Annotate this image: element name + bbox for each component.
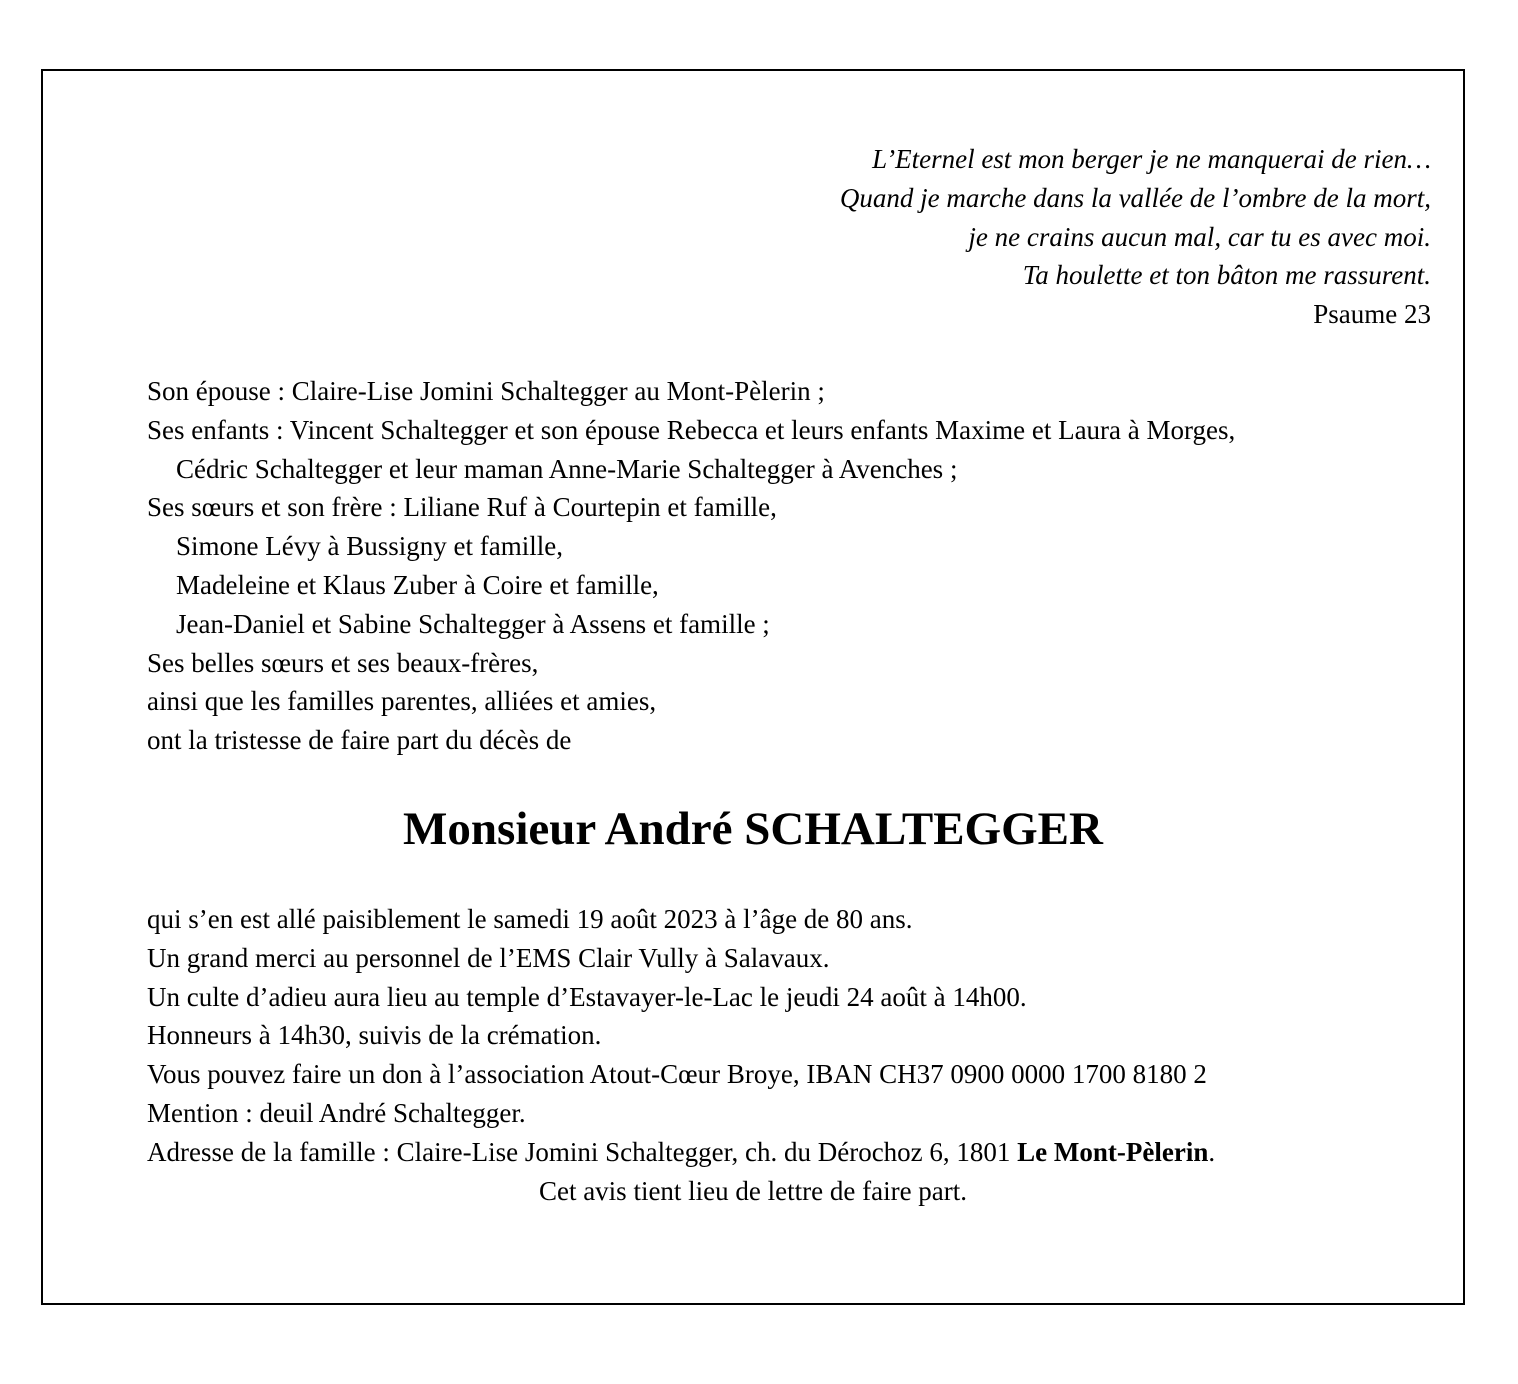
family-line-child: Cédric Schaltegger et leur maman Anne-Marie Schaltegger à Avenches ;	[176, 453, 958, 484]
family-line-sibling: Simone Lévy à Bussigny et famille,	[176, 531, 563, 562]
epigraph-source: Psaume 23	[1313, 299, 1431, 330]
family-line-sibling: Jean-Daniel et Sabine Schaltegger à Assens et famille ;	[176, 608, 770, 639]
details	[147, 900, 1215, 1172]
family-line-announcement: ont la tristesse de faire part du décès de	[147, 725, 572, 756]
details-line-donation: Vous pouvez faire un don à l’association Atout-Cœur Broye, IBAN CH37 0900 0000 1700 8180 2	[147, 1059, 1207, 1090]
details-line-death: qui s’en est allé paisiblement le samedi 19 août 2023 à l’âge de 80 ans.	[147, 904, 913, 934]
address-suffix: .	[1208, 1136, 1216, 1167]
family-line-spouse: Son épouse : Claire-Lise Jomini Schaltegger au Mont-Pèlerin ;	[147, 376, 825, 406]
family-line-children: Ses enfants : Vincent Schaltegger et son épouse Rebecca et leurs enfants Maxime et Laura à Morges,	[147, 414, 1236, 445]
address-place: Le Mont-Pèlerin	[1017, 1136, 1209, 1167]
family-line-relatives: ainsi que les familles parentes, alliées et amies,	[147, 686, 657, 717]
family-list	[147, 372, 1235, 760]
details-line-thanks: Un grand merci au personnel de l’EMS Clair Vully à Salavaux.	[147, 942, 830, 973]
epigraph-line: Quand je marche dans la vallée de l’ombre de la mort,	[839, 182, 1431, 213]
family-line-siblings: Ses sœurs et son frère : Liliane Ruf à Courtepin et famille,	[147, 492, 777, 523]
epigraph-line: je ne crains aucun mal, car tu es avec moi.	[968, 221, 1431, 252]
deceased-name: Monsieur André SCHALTEGGER	[403, 803, 1103, 855]
address-prefix: Adresse de la famille : Claire-Lise Jomini Schaltegger, ch. du Dérochoz 6, 1801	[147, 1136, 1018, 1167]
epigraph-line: Ta houlette et ton bâton me rassurent.	[1022, 260, 1431, 291]
details-line-service: Un culte d’adieu aura lieu au temple d’Estavayer-le-Lac le jeudi 24 août à 14h00.	[147, 981, 1027, 1012]
details-line-mention: Mention : deuil André Schaltegger.	[147, 1097, 526, 1128]
epigraph	[840, 140, 1431, 334]
family-line-in-laws: Ses belles sœurs et ses beaux-frères,	[147, 647, 539, 678]
details-line-honours: Honneurs à 14h30, suivis de la crémation.	[147, 1020, 602, 1051]
details-line-address	[147, 1133, 1215, 1172]
epigraph-line: L’Eternel est mon berger je ne manquerai de rien…	[872, 144, 1431, 174]
closing-note: Cet avis tient lieu de lettre de faire part.	[538, 1176, 968, 1206]
family-line-sibling: Madeleine et Klaus Zuber à Coire et famille,	[176, 569, 659, 600]
